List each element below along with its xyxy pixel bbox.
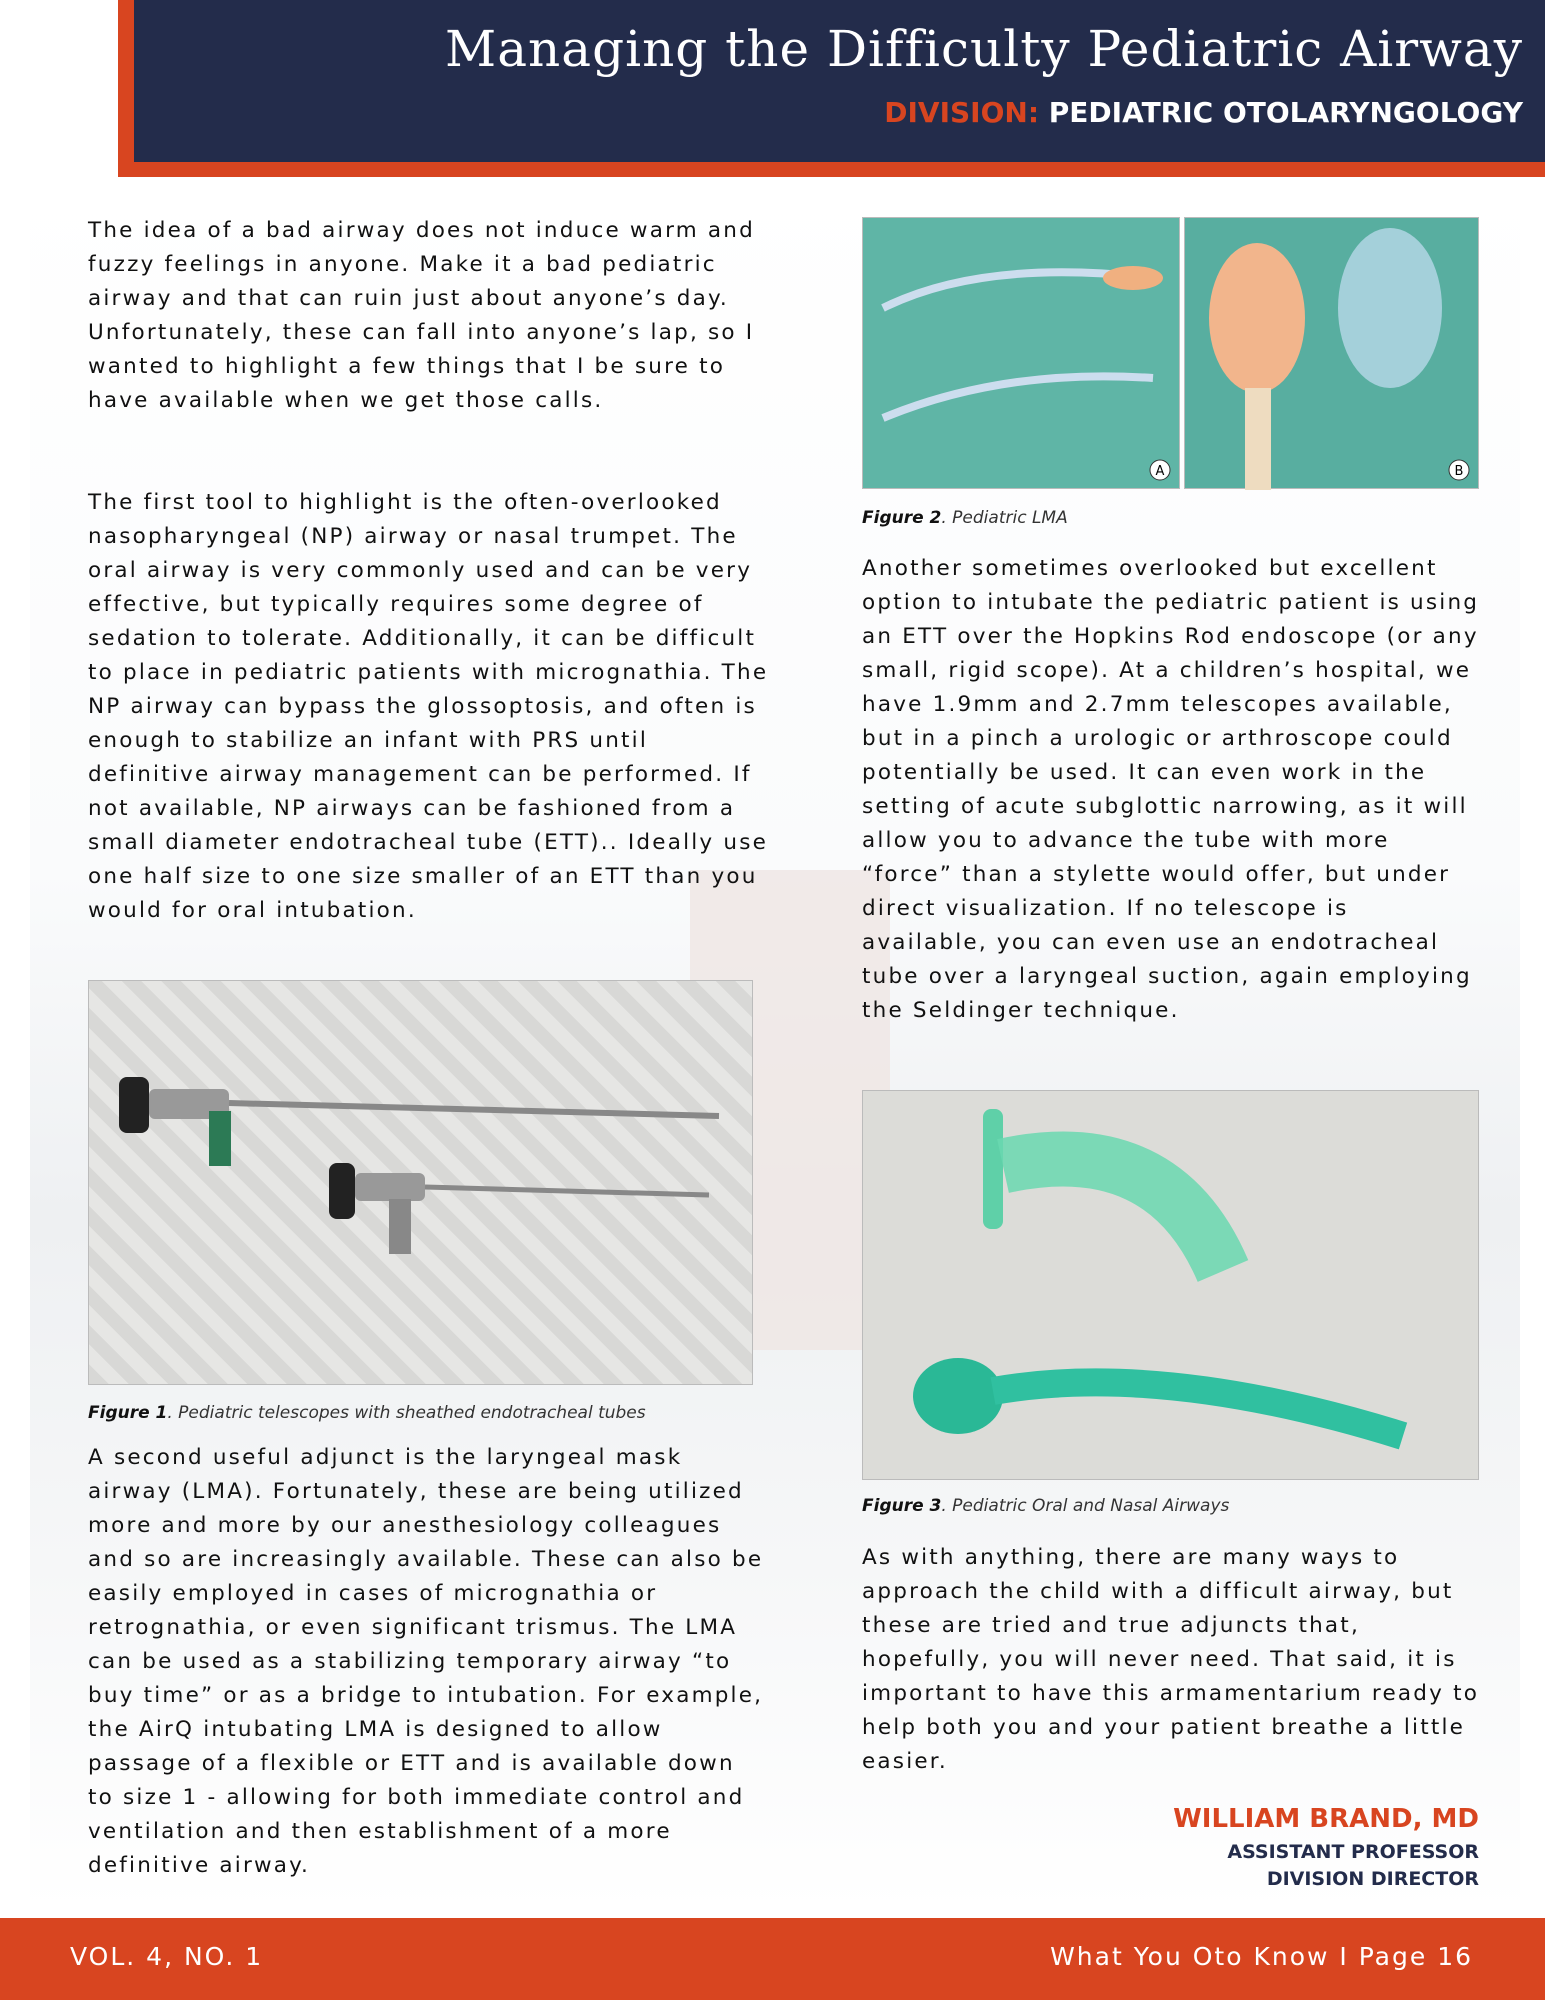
figure-2-label: Figure 2 [862,508,942,528]
volume-issue: VOL. 4, NO. 1 [70,1942,264,1971]
figure-2b-image [1184,217,1479,489]
right-paragraph-1: Another sometimes overlooked but excellent option to intubate the pediatric patient is using an ETT over the Hopkins Rod endoscope (or any small, rigid scope). At a children’s hospital, we have 1.9mm and 2.7mm telescopes available, but in a pinch a urologic or arthroscope could potentially be used. It can even work in the setting of acute subglottic narrowing, as it will allow you to advance the tube with more “force” than a stylette would offer, but under direct visualization. If no telescope is available, you can even use an endotracheal tube over a laryngeal suction, again employing the Seldinger technique. [862,556,1480,1023]
left-paragraph-2: The first tool to highlight is the often-overlooked nasopharyngeal (NP) airway or nasal trumpet. The oral airway is very commonly used and can be very effective, but typically requires some degree of sedation to tolerate. Additionally, it can be difficult to place in pediatric patients with micrognathia. The NP airway can bypass the glossoptosis, and often is enough to stabilize an infant with PRS until definitive airway management can be performed. If not available, NP airways can be fashioned from a small diameter endotracheal tube (ETT).. Ideally use one half size to one size smaller of an ETT than you would for oral intubation. [88,490,769,923]
figure-1-caption-text: . Pediatric telescopes with sheathed endotracheal tubes [167,1403,646,1423]
figure-2-caption [862,508,1068,528]
page-number: What You Oto Know I Page 16 [1050,1942,1473,1971]
header-banner [134,0,1545,162]
division-label: DIVISION: [884,96,1040,129]
left-paragraph-1: The idea of a bad airway does not induce warm and fuzzy feelings in anyone. Make it a bad pediatric airway and that can ruin just about anyone’s day. Unfortunately, these can fall into anyone’s lap, so I wanted to highlight a few things that I be sure to have available when we get those calls. [88,218,755,413]
author-title-1: ASSISTANT PROFESSOR [1227,1841,1479,1863]
division-line [884,96,1523,129]
figure-2a-image [862,217,1180,489]
figure-3-image [862,1090,1479,1480]
lma-illustration-b [1185,218,1480,490]
figure-2-caption-text: . Pediatric LMA [941,508,1068,528]
figure-3-caption-text: . Pediatric Oral and Nasal Airways [941,1496,1230,1516]
page-title: Managing the Difficulty Pediatric Airway [445,20,1523,78]
left-paragraph-3: A second useful adjunct is the laryngeal mask airway (LMA). Fortunately, these are being utilized more and more by our anesthesiology colleagues and so are increasingly available. These can also be easily employed in cases of micrognathia or retrognathia, or even significant trismus. The LMA can be used as a stabilizing temporary airway “to buy time” or as a bridge to intubation. For example, the AirQ intubating LMA is designed to allow passage of a flexible or ETT and is available down to size 1 - allowing for both immediate control and ventilation and then establishment of a more definitive airway. [88,1445,764,1878]
lma-illustration-a [863,218,1181,490]
figure-1-image [88,980,753,1385]
figure-3-label: Figure 3 [862,1496,942,1516]
figure-2-panel-a: A [1155,464,1165,479]
figure-1-caption [88,1403,646,1423]
author-title-2: DIVISION DIRECTOR [1266,1868,1479,1890]
figure-1-label: Figure 1 [88,1403,168,1423]
author-name: WILLIAM BRAND, MD [1173,1804,1479,1834]
figure-2-panel-b: B [1454,464,1464,479]
accent-strip [118,0,134,177]
right-paragraph-2: As with anything, there are many ways to approach the child with a difficult airway, but these are tried and true adjuncts that, hopefully, you will never need. That said, it is important to have this armamentarium ready to help both you and your patient breathe a little easier. [862,1545,1480,1774]
telescopes-illustration [89,981,754,1386]
figure-3-caption [862,1496,1229,1516]
airways-illustration [863,1091,1480,1481]
division-value: PEDIATRIC OTOLARYNGOLOGY [1048,96,1523,129]
footer-bar [0,1918,1545,2000]
header-underline [118,162,1545,177]
